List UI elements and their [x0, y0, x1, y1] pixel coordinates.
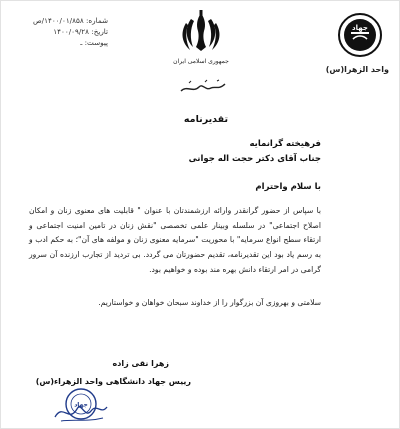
signatory-name: زهرا نقی زاده: [112, 359, 169, 368]
letter-date: تاریخ: ۱۴۰۰/۰۹/۲۸: [53, 27, 108, 36]
stamp-text: جهاد: [74, 401, 88, 409]
org-name: واحد الزهرا(س): [325, 65, 389, 74]
org-logo-text: جهاد: [352, 24, 368, 32]
letter-number: شماره: ۱۴۰۰/۰۱/۸۵۸/ص: [32, 16, 108, 25]
jahad-logo-icon: [333, 11, 387, 59]
handwritten-signature-icon: [51, 393, 111, 427]
besm-calligraphy: [179, 77, 227, 97]
letter-meta: [13, 15, 108, 48]
letter-attachment: پیوست: ـ: [80, 38, 108, 47]
national-emblem-icon: [177, 9, 225, 59]
greeting: با سلام واحترام: [255, 182, 321, 192]
letter-body: با سپاس از حضور گرانقدر وارائه ارزشمندتان با عنوان " قابلیت های معنوی زنان و امکان اصلاح اجتماعی" در سلسله وبینار علمی تخصصی "نقش زنان در تامین امنیت اجتماعی و ارتقاء سطح انواع سرمایه" با محوریت "سرمایه معنوی زنان و مولفه های آن"؛ به حکم ادب و به رسم یاد بود این تقدیرنامه، تقدیم حضورتان می گردد. بی تردید از تجارب ارزنده آن سرور گرامی در امر ارتقاء دانش بهره مند بوده و خواهیم بود.: [29, 206, 321, 274]
salutation-line-2: جناب آقای دکتر حجت اله جوانی: [188, 154, 321, 164]
signatory-title: رییس جهاد دانشگاهی واحد الزهراء(س): [35, 377, 191, 386]
emblem-caption: جمهوری اسلامی ایران: [173, 58, 229, 65]
salutation-line-1: فرهیخته گرانمایه: [249, 139, 321, 149]
letter-title: تقدیرنامه: [183, 114, 229, 125]
letter-closing: سلامتی و بهروزی آن بزرگوار را از خداوند سبحان خواهان و خواستاریم.: [98, 298, 321, 307]
salutation: [61, 137, 321, 167]
